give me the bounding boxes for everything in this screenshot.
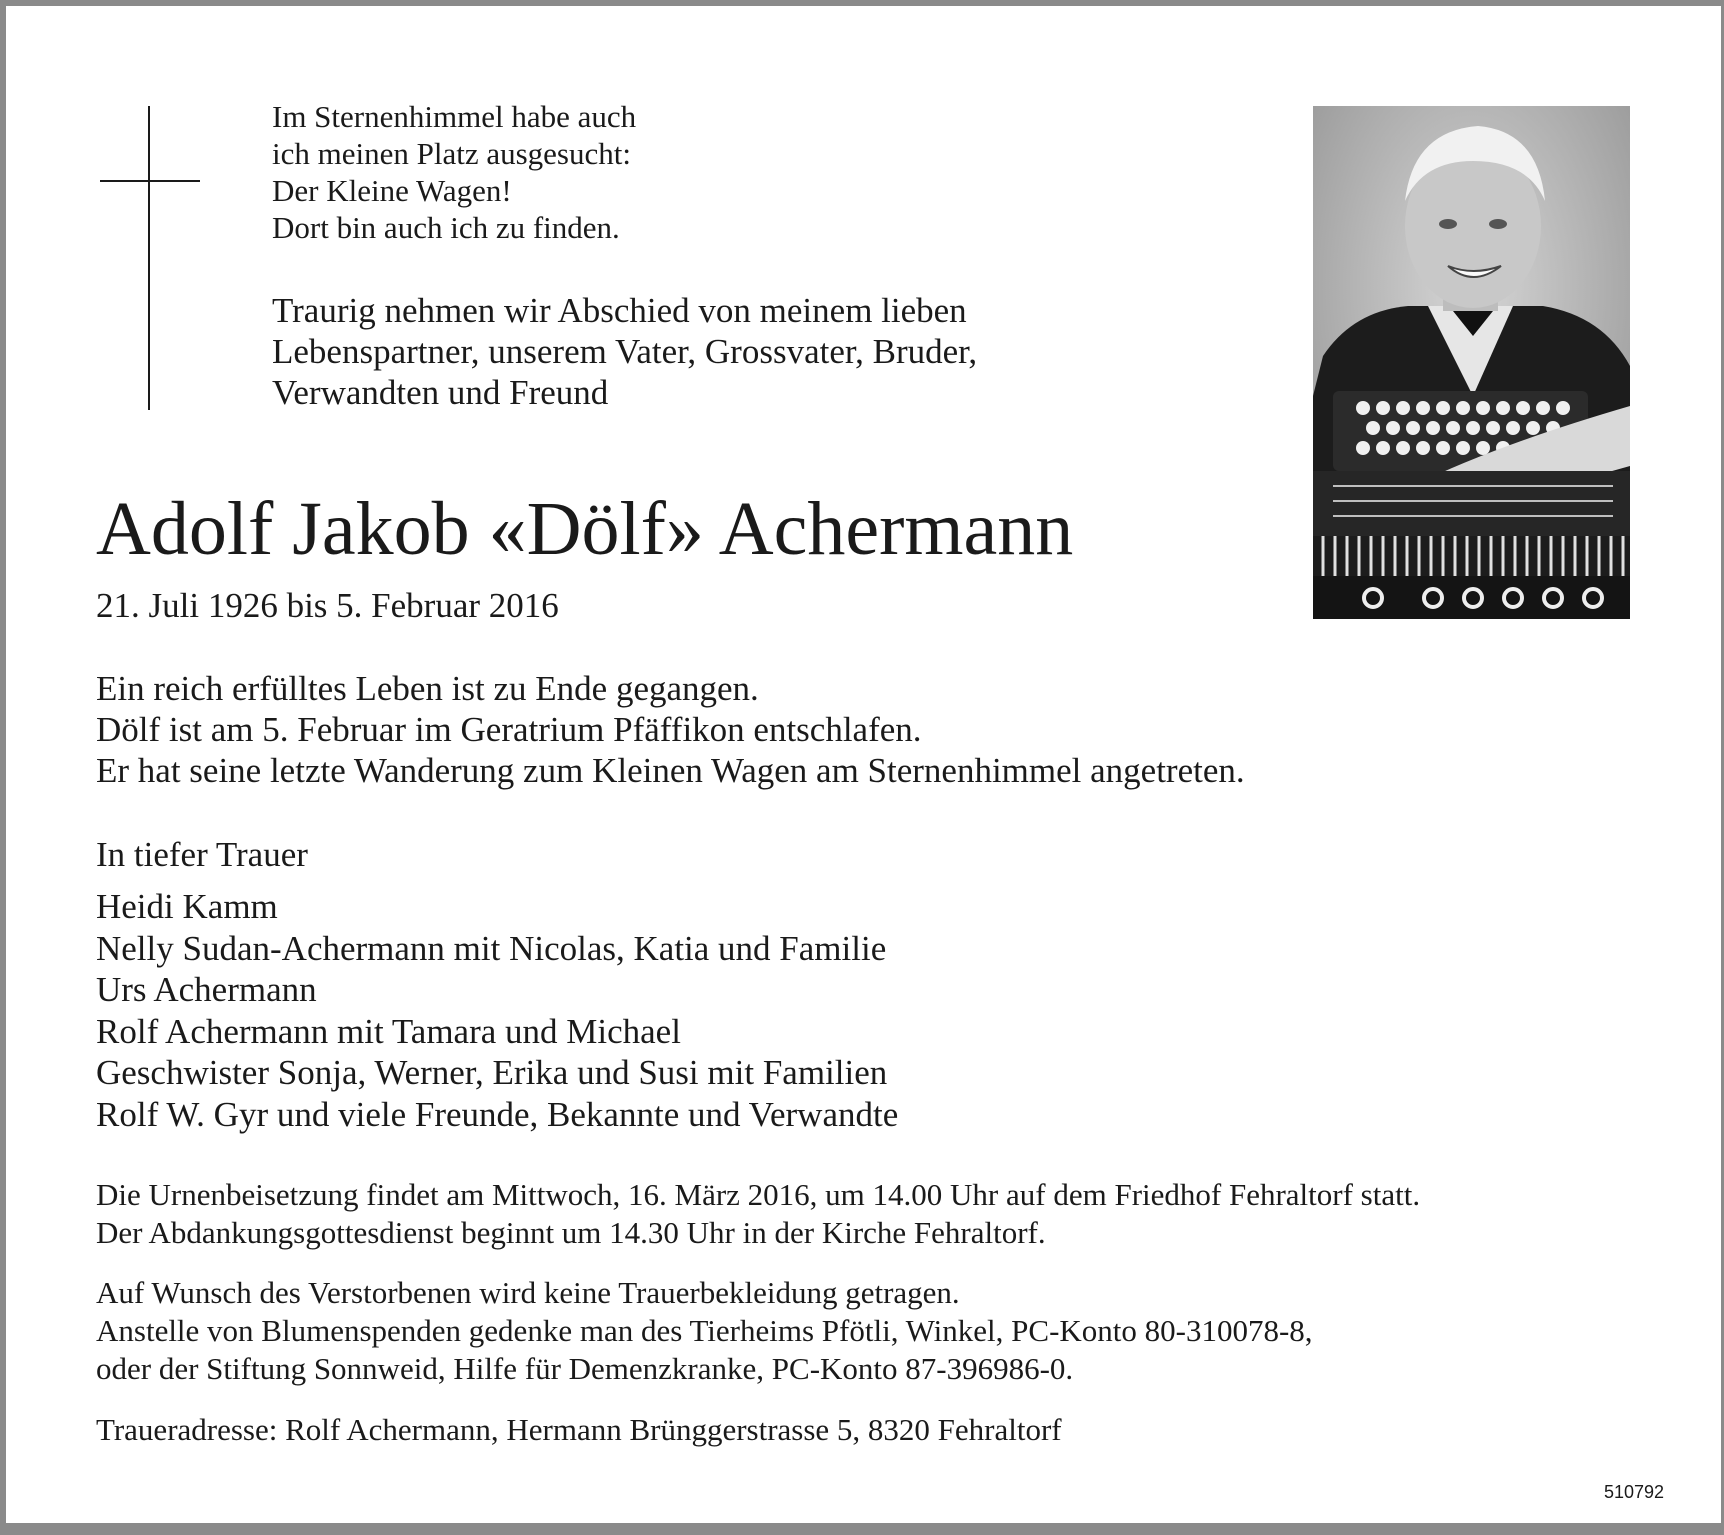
intro-line: Lebenspartner, unserem Vater, Grossvater, Bruder, bbox=[272, 332, 978, 371]
cross-horizontal-bar bbox=[100, 180, 200, 182]
mourner-item: Geschwister Sonja, Werner, Erika und Susi mit Familien bbox=[96, 1053, 888, 1092]
deceased-name: Adolf Jakob «Dölf» Achermann bbox=[96, 487, 1074, 571]
mourning-address: Traueradresse: Rolf Achermann, Hermann Brünggerstrasse 5, 8320 Fehraltorf bbox=[96, 1412, 1062, 1447]
donation-wishes bbox=[96, 1274, 1313, 1388]
poem-line: ich meinen Platz ausgesucht: bbox=[272, 136, 631, 171]
mourner-item: Heidi Kamm bbox=[96, 887, 278, 926]
mourning-label: In tiefer Trauer bbox=[96, 835, 308, 874]
poem-line: Dort bin auch ich zu finden. bbox=[272, 210, 620, 245]
ceremony-info bbox=[96, 1176, 1420, 1252]
mourner-item: Urs Achermann bbox=[96, 970, 317, 1009]
obituary-line: Ein reich erfülltes Leben ist zu Ende gegangen. bbox=[96, 669, 759, 708]
mourner-item: Rolf W. Gyr und viele Freunde, Bekannte und Verwandte bbox=[96, 1094, 899, 1134]
obituary-line: Dölf ist am 5. Februar im Geratrium Pfäffikon entschlafen. bbox=[96, 710, 922, 749]
obituary-text bbox=[96, 668, 1245, 791]
poem-line: Der Kleine Wagen! bbox=[272, 173, 512, 208]
ceremony-line: Der Abdankungsgottesdienst beginnt um 14.30 Uhr in der Kirche Fehraltorf. bbox=[96, 1215, 1046, 1250]
mourner-item: Rolf Achermann mit Tamara und Michael bbox=[96, 1011, 681, 1051]
portrait-photo bbox=[1313, 106, 1630, 619]
intro-line: Verwandten und Freund bbox=[272, 373, 609, 412]
intro-line: Traurig nehmen wir Abschied von meinem lieben bbox=[272, 291, 967, 330]
ad-number: 510792 bbox=[1604, 1482, 1665, 1502]
wishes-line: Auf Wunsch des Verstorbenen wird keine Trauerbekleidung getragen. bbox=[96, 1275, 960, 1310]
wishes-line: oder der Stiftung Sonnweid, Hilfe für Demenzkranke, PC-Konto 87-396986-0. bbox=[96, 1351, 1074, 1386]
ceremony-line: Die Urnenbeisetzung findet am Mittwoch, 16. März 2016, um 14.00 Uhr auf dem Friedhof Fehraltorf statt. bbox=[96, 1177, 1421, 1212]
cross-vertical-bar bbox=[148, 106, 150, 410]
farewell-intro bbox=[272, 290, 977, 413]
wishes-line: Anstelle von Blumenspenden gedenke man des Tierheims Pfötli, Winkel, PC-Konto 80-310078-8, bbox=[96, 1313, 1313, 1348]
poem-line: Im Sternenhimmel habe auch bbox=[272, 99, 637, 134]
mourners-list bbox=[96, 886, 898, 1135]
life-dates: 21. Juli 1926 bis 5. Februar 2016 bbox=[96, 586, 559, 625]
mourner-item: Nelly Sudan-Achermann mit Nicolas, Katia und Familie bbox=[96, 928, 887, 968]
obituary-line: Er hat seine letzte Wanderung zum Kleinen Wagen am Sternenhimmel angetreten. bbox=[96, 751, 1245, 790]
poem bbox=[272, 98, 636, 246]
